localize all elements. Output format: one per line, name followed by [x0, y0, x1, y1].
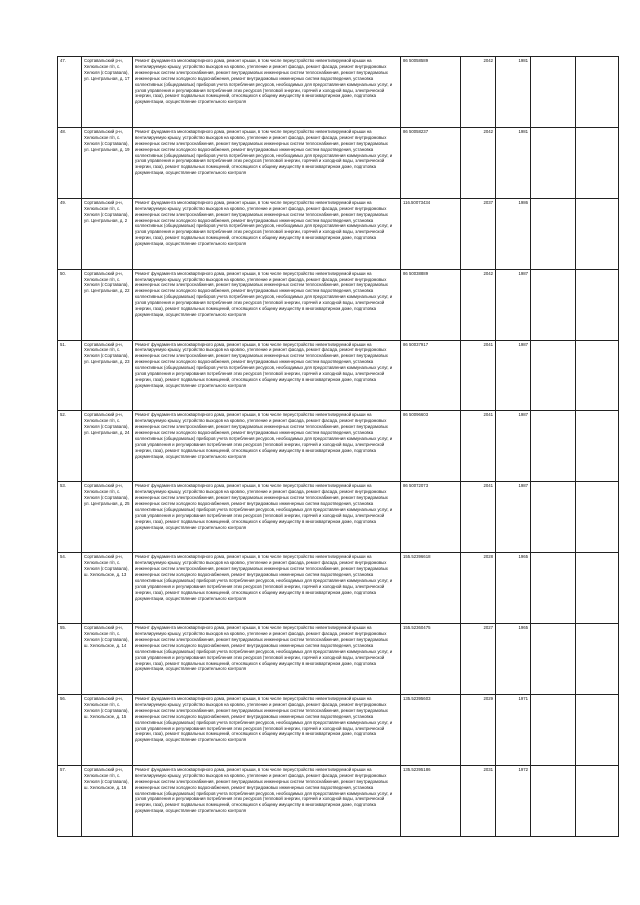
- row-empty-cell: [576, 127, 619, 198]
- row-number: 53.: [58, 482, 82, 553]
- row-number: 54.: [58, 553, 82, 624]
- row-address: Сортавальский р-н, Хелюльское г/п, с. Хелюля (г.Сортавала), ул. Центральная, д. 23: [82, 340, 133, 411]
- row-address: Сортавальский р-н, Хелюльское г/п, с. Хелюля (г.Сортавала), ш. Хелюльское, д. 16: [82, 765, 133, 836]
- row-empty-cell: [531, 765, 576, 836]
- row-year-b: 1972: [496, 765, 531, 836]
- row-code: 86 50038889: [401, 269, 461, 340]
- table-row: [58, 127, 619, 198]
- row-year-a: 2042: [461, 269, 496, 340]
- row-empty-cell: [576, 269, 619, 340]
- row-empty-cell: [576, 411, 619, 482]
- row-empty-cell: [576, 624, 619, 695]
- row-address: Сортавальский р-н, Хелюльское г/п, с. Хелюля (г.Сортавала), ш. Хелюльское, д. 15: [82, 695, 133, 766]
- table-body: [58, 57, 619, 837]
- row-number: 50.: [58, 269, 82, 340]
- row-empty-cell: [576, 57, 619, 128]
- table-row: [58, 269, 619, 340]
- row-code: 86 50058237: [401, 127, 461, 198]
- row-year-b: 1987: [496, 340, 531, 411]
- row-year-b: 1987: [496, 482, 531, 553]
- row-address: Сортавальский р-н, Хелюльское г/п, с. Хелюля (г.Сортавала), ул. Центральная, д. 19: [82, 127, 133, 198]
- row-year-b: 1986: [496, 198, 531, 269]
- row-year-a: 2027: [461, 624, 496, 695]
- row-empty-cell: [531, 695, 576, 766]
- row-work-description: Ремонт фундамента многоквартирного дома, ремонт крыши, в том числе переустройство невентилируемой крыши на вентилируемую крышу, устройство выходов на кровлю, утепление и ремонт фасада, ремонт фасада, ремонт внутридомовых инженерных систем электроснабжения, ремонт внутридомовых инженерных систем теплоснабжения, ремонт внутридомовых инженерных систем холодного водоснабжения, ремонт внутридомовых инженерных систем водоотведения, установка коллективных (общедомовых) приборов учета потребления ресурсов, необходимых для предоставления коммунальных услуг, и узлов управления и регулирования потребления этих ресурсов (тепловой энергии, горячей и холодной воды, электрической энергии, газа), ремонт подвальных помещений, относящихся к общему имуществу в многоквартирном доме, подготовка документации, осуществление строительного контроля: [133, 624, 401, 695]
- row-empty-cell: [531, 269, 576, 340]
- row-work-description: Ремонт фундамента многоквартирного дома, ремонт крыши, в том числе переустройство невентилируемой крыши на вентилируемую крышу, устройство выходов на кровлю, утепление и ремонт фасада, ремонт фасада, ремонт внутридомовых инженерных систем электроснабжения, ремонт внутридомовых инженерных систем теплоснабжения, ремонт внутридомовых инженерных систем холодного водоснабжения, ремонт внутридомовых инженерных систем водоотведения, установка коллективных (общедомовых) приборов учета потребления ресурсов, необходимых для предоставления коммунальных услуг, и узлов управления и регулирования потребления этих ресурсов (тепловой энергии, горячей и холодной воды, электрической энергии, газа), ремонт подвальных помещений, относящихся к общему имуществу в многоквартирном доме, подготовка документации, осуществление строительного контроля: [133, 269, 401, 340]
- table-row: [58, 340, 619, 411]
- row-number: 47.: [58, 57, 82, 128]
- table-row: [58, 624, 619, 695]
- row-address: Сортавальский р-н, Хелюльское г/п, с. Хелюля (г.Сортавала), ул. Центральная, д. 24: [82, 411, 133, 482]
- row-work-description: Ремонт фундамента многоквартирного дома, ремонт крыши, в том числе переустройство невентилируемой крыши на вентилируемую крышу, устройство выходов на кровлю, утепление и ремонт фасада, ремонт фасада, ремонт внутридомовых инженерных систем электроснабжения, ремонт внутридомовых инженерных систем теплоснабжения, ремонт внутридомовых инженерных систем холодного водоснабжения, ремонт внутридомовых инженерных систем водоотведения, установка коллективных (общедомовых) приборов учета потребления ресурсов, необходимых для предоставления коммунальных услуг, и узлов управления и регулирования потребления этих ресурсов (тепловой энергии, горячей и холодной воды, электрической энергии, газа), ремонт подвальных помещений, относящихся к общему имуществу в многоквартирном доме, подготовка документации, осуществление строительного контроля: [133, 57, 401, 128]
- row-year-b: 1987: [496, 411, 531, 482]
- row-code: 86 50096603: [401, 411, 461, 482]
- row-year-b: 1981: [496, 57, 531, 128]
- row-year-a: 2037: [461, 198, 496, 269]
- row-year-b: 1965: [496, 553, 531, 624]
- row-empty-cell: [576, 198, 619, 269]
- row-empty-cell: [531, 198, 576, 269]
- row-address: Сортавальский р-н, Хелюльское г/п, с. Хелюля (г.Сортавала), ул. Центральная, д. 25: [82, 482, 133, 553]
- row-number: 48.: [58, 127, 82, 198]
- row-empty-cell: [531, 57, 576, 128]
- row-number: 51.: [58, 340, 82, 411]
- row-code: 86 50058589: [401, 57, 461, 128]
- row-work-description: Ремонт фундамента многоквартирного дома, ремонт крыши, в том числе переустройство невентилируемой крыши на вентилируемую крышу, устройство выходов на кровлю, утепление и ремонт фасада, ремонт фасада, ремонт внутридомовых инженерных систем электроснабжения, ремонт внутридомовых инженерных систем теплоснабжения, ремонт внутридомовых инженерных систем холодного водоснабжения, ремонт внутридомовых инженерных систем водоотведения, установка коллективных (общедомовых) приборов учета потребления ресурсов, необходимых для предоставления коммунальных услуг, и узлов управления и регулирования потребления этих ресурсов (тепловой энергии, горячей и холодной воды, электрической энергии, газа), ремонт подвальных помещений, относящихся к общему имуществу в многоквартирном доме, подготовка документации, осуществление строительного контроля: [133, 482, 401, 553]
- row-work-description: Ремонт фундамента многоквартирного дома, ремонт крыши, в том числе переустройство невентилируемой крыши на вентилируемую крышу, устройство выходов на кровлю, утепление и ремонт фасада, ремонт фасада, ремонт внутридомовых инженерных систем электроснабжения, ремонт внутридомовых инженерных систем теплоснабжения, ремонт внутридомовых инженерных систем холодного водоснабжения, ремонт внутридомовых инженерных систем водоотведения, установка коллективных (общедомовых) приборов учета потребления ресурсов, необходимых для предоставления коммунальных услуг, и узлов управления и регулирования потребления этих ресурсов (тепловой энергии, горячей и холодной воды, электрической энергии, газа), ремонт подвальных помещений, относящихся к общему имуществу в многоквартирном доме, подготовка документации, осуществление строительного контроля: [133, 765, 401, 836]
- row-empty-cell: [531, 340, 576, 411]
- table-row: [58, 553, 619, 624]
- row-year-a: 2031: [461, 765, 496, 836]
- row-work-description: Ремонт фундамента многоквартирного дома, ремонт крыши, в том числе переустройство невентилируемой крыши на вентилируемую крышу, устройство выходов на кровлю, утепление и ремонт фасада, ремонт фасада, ремонт внутридомовых инженерных систем электроснабжения, ремонт внутридомовых инженерных систем теплоснабжения, ремонт внутридомовых инженерных систем холодного водоснабжения, ремонт внутридомовых инженерных систем водоотведения, установка коллективных (общедомовых) приборов учета потребления ресурсов, необходимых для предоставления коммунальных услуг, и узлов управления и регулирования потребления этих ресурсов (тепловой энергии, горячей и холодной воды, электрической энергии, газа), ремонт подвальных помещений, относящихся к общему имуществу в многоквартирном доме, подготовка документации, осуществление строительного контроля: [133, 127, 401, 198]
- row-year-b: 1965: [496, 624, 531, 695]
- row-empty-cell: [576, 765, 619, 836]
- row-code: 86 50037917: [401, 340, 461, 411]
- row-empty-cell: [531, 482, 576, 553]
- row-address: Сортавальский р-н, Хелюльское г/п, с. Хелюля (г.Сортавала), ул. Центральная, д. 22: [82, 269, 133, 340]
- table-row: [58, 695, 619, 766]
- table-row: [58, 411, 619, 482]
- row-empty-cell: [576, 340, 619, 411]
- table-row: [58, 765, 619, 836]
- row-year-a: 2041: [461, 340, 496, 411]
- row-empty-cell: [531, 411, 576, 482]
- row-address: Сортавальский р-н, Хелюльское г/п, с. Хелюля (г.Сортавала), ш. Хелюльское, д. 13: [82, 553, 133, 624]
- row-work-description: Ремонт фундамента многоквартирного дома, ремонт крыши, в том числе переустройство невентилируемой крыши на вентилируемую крышу, устройство выходов на кровлю, утепление и ремонт фасада, ремонт фасада, ремонт внутридомовых инженерных систем электроснабжения, ремонт внутридомовых инженерных систем теплоснабжения, ремонт внутридомовых инженерных систем холодного водоснабжения, ремонт внутридомовых инженерных систем водоотведения, установка коллективных (общедомовых) приборов учета потребления ресурсов, необходимых для предоставления коммунальных услуг, и узлов управления и регулирования потребления этих ресурсов (тепловой энергии, горячей и холодной воды, электрической энергии, газа), ремонт подвальных помещений, относящихся к общему имуществу в многоквартирном доме, подготовка документации, осуществление строительного контроля: [133, 340, 401, 411]
- row-empty-cell: [576, 553, 619, 624]
- row-year-a: 2042: [461, 57, 496, 128]
- row-year-b: 1987: [496, 269, 531, 340]
- row-code: 86 50072073: [401, 482, 461, 553]
- row-year-a: 2041: [461, 411, 496, 482]
- row-number: 52.: [58, 411, 82, 482]
- row-year-a: 2042: [461, 127, 496, 198]
- row-year-a: 2028: [461, 553, 496, 624]
- table-row: [58, 198, 619, 269]
- row-code: 135.52395603: [401, 695, 461, 766]
- row-address: Сортавальский р-н, Хелюльское г/п, с. Хелюля (г.Сортавала), ул. Центральная, д. 2: [82, 198, 133, 269]
- table-row: [58, 57, 619, 128]
- row-code: 116.50073434: [401, 198, 461, 269]
- row-work-description: Ремонт фундамента многоквартирного дома, ремонт крыши, в том числе переустройство невентилируемой крыши на вентилируемую крышу, устройство выходов на кровлю, утепление и ремонт фасада, ремонт фасада, ремонт внутридомовых инженерных систем электроснабжения, ремонт внутридомовых инженерных систем теплоснабжения, ремонт внутридомовых инженерных систем холодного водоснабжения, ремонт внутридомовых инженерных систем водоотведения, установка коллективных (общедомовых) приборов учета потребления ресурсов, необходимых для предоставления коммунальных услуг, и узлов управления и регулирования потребления этих ресурсов (тепловой энергии, горячей и холодной воды, электрической энергии, газа), ремонт подвальных помещений, относящихся к общему имуществу в многоквартирном доме, подготовка документации, осуществление строительного контроля: [133, 553, 401, 624]
- row-code: 135.52395186: [401, 765, 461, 836]
- row-address: Сортавальский р-н, Хелюльское г/п, с. Хелюля (г.Сортавала), ш. Хелюльское, д. 14: [82, 624, 133, 695]
- row-work-description: Ремонт фундамента многоквартирного дома, ремонт крыши, в том числе переустройство невентилируемой крыши на вентилируемую крышу, устройство выходов на кровлю, утепление и ремонт фасада, ремонт фасада, ремонт внутридомовых инженерных систем электроснабжения, ремонт внутридомовых инженерных систем теплоснабжения, ремонт внутридомовых инженерных систем холодного водоснабжения, ремонт внутридомовых инженерных систем водоотведения, установка коллективных (общедомовых) приборов учета потребления ресурсов, необходимых для предоставления коммунальных услуг, и узлов управления и регулирования потребления этих ресурсов (тепловой энергии, горячей и холодной воды, электрической энергии, газа), ремонт подвальных помещений, относящихся к общему имуществу в многоквартирном доме, подготовка документации, осуществление строительного контроля: [133, 198, 401, 269]
- row-number: 57.: [58, 765, 82, 836]
- row-year-a: 2041: [461, 482, 496, 553]
- row-code: 155.52360475: [401, 624, 461, 695]
- row-year-a: 2029: [461, 695, 496, 766]
- table-row: [58, 482, 619, 553]
- row-year-b: 1971: [496, 695, 531, 766]
- row-number: 55.: [58, 624, 82, 695]
- row-number: 56.: [58, 695, 82, 766]
- capital-repair-table: [57, 56, 619, 837]
- row-empty-cell: [531, 624, 576, 695]
- row-work-description: Ремонт фундамента многоквартирного дома, ремонт крыши, в том числе переустройство невентилируемой крыши на вентилируемую крышу, устройство выходов на кровлю, утепление и ремонт фасада, ремонт фасада, ремонт внутридомовых инженерных систем электроснабжения, ремонт внутридомовых инженерных систем теплоснабжения, ремонт внутридомовых инженерных систем холодного водоснабжения, ремонт внутридомовых инженерных систем водоотведения, установка коллективных (общедомовых) приборов учета потребления ресурсов, необходимых для предоставления коммунальных услуг, и узлов управления и регулирования потребления этих ресурсов (тепловой энергии, горячей и холодной воды, электрической энергии, газа), ремонт подвальных помещений, относящихся к общему имуществу в многоквартирном доме, подготовка документации, осуществление строительного контроля: [133, 695, 401, 766]
- row-empty-cell: [531, 553, 576, 624]
- row-code: 155.52396618: [401, 553, 461, 624]
- row-year-b: 1981: [496, 127, 531, 198]
- row-number: 49.: [58, 198, 82, 269]
- row-work-description: Ремонт фундамента многоквартирного дома, ремонт крыши, в том числе переустройство невентилируемой крыши на вентилируемую крышу, устройство выходов на кровлю, утепление и ремонт фасада, ремонт фасада, ремонт внутридомовых инженерных систем электроснабжения, ремонт внутридомовых инженерных систем теплоснабжения, ремонт внутридомовых инженерных систем холодного водоснабжения, ремонт внутридомовых инженерных систем водоотведения, установка коллективных (общедомовых) приборов учета потребления ресурсов, необходимых для предоставления коммунальных услуг, и узлов управления и регулирования потребления этих ресурсов (тепловой энергии, горячей и холодной воды, электрической энергии, газа), ремонт подвальных помещений, относящихся к общему имуществу в многоквартирном доме, подготовка документации, осуществление строительного контроля: [133, 411, 401, 482]
- row-empty-cell: [576, 695, 619, 766]
- row-address: Сортавальский р-н, Хелюльское г/п, с. Хелюля (г.Сортавала), ул. Центральная, д. 17: [82, 57, 133, 128]
- row-empty-cell: [531, 127, 576, 198]
- row-empty-cell: [576, 482, 619, 553]
